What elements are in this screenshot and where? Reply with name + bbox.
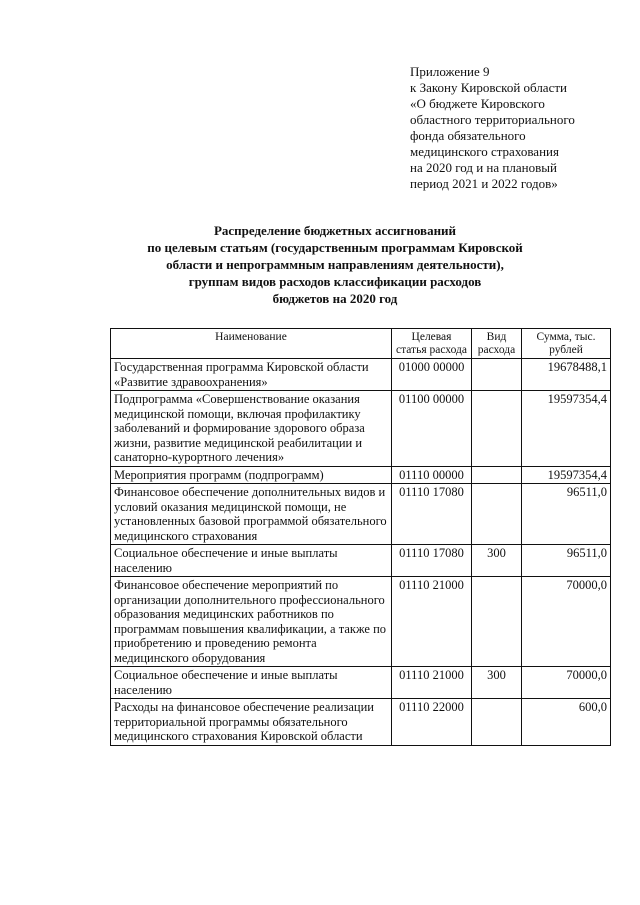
appendix-line: на 2020 год и на плановый [410, 160, 557, 175]
header-sum: Сумма, тыс. рублей [522, 329, 611, 359]
table-body [111, 359, 611, 746]
cell-name: Мероприятия программ (подпрограмм) [111, 466, 392, 484]
title-line: Распределение бюджетных ассигнований [213, 223, 457, 238]
title-line: бюджетов на 2020 год [272, 291, 398, 306]
appendix-line: «О бюджете Кировского [410, 96, 545, 111]
appendix-line: областного территориального [410, 112, 575, 127]
appendix-note [410, 64, 615, 192]
cell-type [472, 699, 522, 746]
table-header-row [111, 329, 611, 359]
table-row [111, 699, 611, 746]
document-title [110, 222, 560, 307]
table-row [111, 359, 611, 391]
cell-name: Государственная программа Кировской области «Развитие здравоохранения» [111, 359, 392, 391]
cell-sum: 96511,0 [522, 545, 611, 577]
cell-name: Финансовое обеспечение мероприятий по организации дополнительного профессионального образования медицинских работников по программам повышения квалификации, а также по приобретению и проведению ремонта медицинского оборудования [111, 577, 392, 667]
cell-sum: 19678488,1 [522, 359, 611, 391]
cell-code: 01110 17080 [392, 484, 472, 545]
cell-type [472, 577, 522, 667]
appendix-line: к Закону Кировской области [410, 80, 567, 95]
cell-type: 300 [472, 545, 522, 577]
cell-sum: 600,0 [522, 699, 611, 746]
cell-code: 01110 21000 [392, 667, 472, 699]
appendix-line: медицинского страхования [410, 144, 559, 159]
cell-sum: 19597354,4 [522, 391, 611, 467]
cell-type [472, 484, 522, 545]
cell-code: 01100 00000 [392, 391, 472, 467]
title-line: группам видов расходов классификации расходов [188, 274, 482, 289]
cell-code: 01110 17080 [392, 545, 472, 577]
table-row [111, 391, 611, 467]
table-row [111, 667, 611, 699]
table-row [111, 577, 611, 667]
cell-code: 01110 21000 [392, 577, 472, 667]
cell-sum: 96511,0 [522, 484, 611, 545]
budget-table [110, 328, 611, 746]
appendix-line: фонда обязательного [410, 128, 526, 143]
header-code: Целевая статья расхода [392, 329, 472, 359]
table-row [111, 545, 611, 577]
cell-type: 300 [472, 667, 522, 699]
cell-name: Социальное обеспечение и иные выплаты населению [111, 545, 392, 577]
appendix-line: Приложение 9 [410, 64, 490, 79]
cell-code: 01110 00000 [392, 466, 472, 484]
cell-type [472, 391, 522, 467]
cell-type [472, 466, 522, 484]
header-type: Вид расхода [472, 329, 522, 359]
cell-name: Расходы на финансовое обеспечение реализации территориальной программы обязательного медицинского страхования Кировской области [111, 699, 392, 746]
cell-code: 01000 00000 [392, 359, 472, 391]
cell-sum: 70000,0 [522, 577, 611, 667]
appendix-line: период 2021 и 2022 годов» [410, 176, 558, 191]
header-name: Наименование [111, 329, 392, 359]
cell-name: Социальное обеспечение и иные выплаты населению [111, 667, 392, 699]
cell-code: 01110 22000 [392, 699, 472, 746]
cell-type [472, 359, 522, 391]
cell-name: Подпрограмма «Совершенствование оказания медицинской помощи, включая профилактику заболеваний и формирование здорового образа жизни, развитие медицинской реабилитации и санаторно-курортного лечения» [111, 391, 392, 467]
cell-sum: 19597354,4 [522, 466, 611, 484]
table-row [111, 484, 611, 545]
cell-name: Финансовое обеспечение дополнительных видов и условий оказания медицинской помощи, не установленных базовой программой обязательного медицинского страхования [111, 484, 392, 545]
table-row [111, 466, 611, 484]
cell-sum: 70000,0 [522, 667, 611, 699]
title-line: по целевым статьям (государственным программам Кировской [147, 240, 523, 255]
title-line: области и непрограммным направлениям деятельности), [166, 257, 504, 272]
